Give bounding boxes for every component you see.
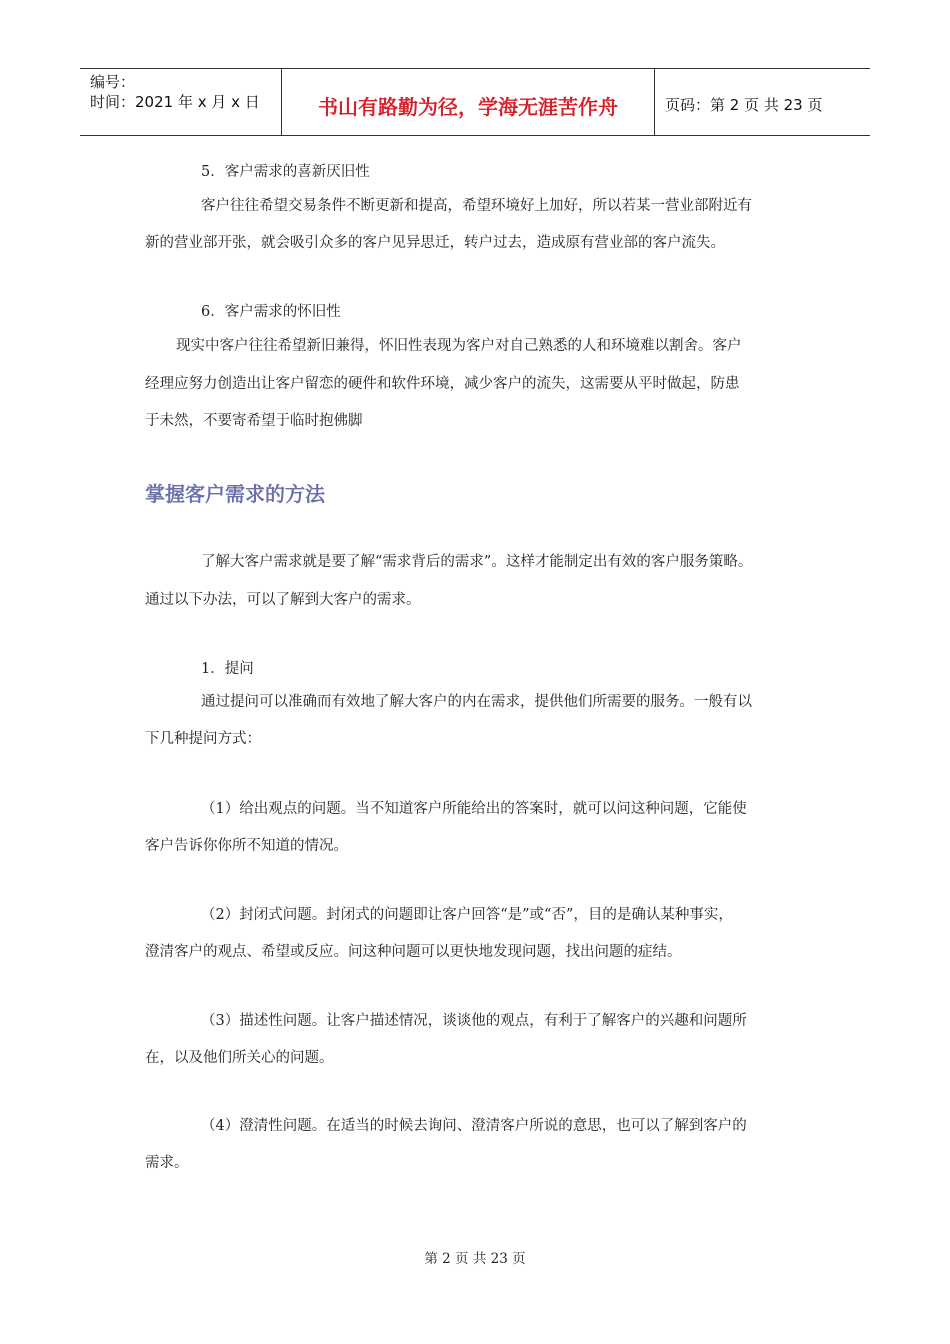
paragraph-line: 现实中客户往往希望新旧兼得，怀旧性表现为客户对自己熟悉的人和环境难以割舍。客户 bbox=[176, 338, 742, 354]
header-page-info: 页码：第 2 页 共 23 页 bbox=[665, 96, 823, 114]
section-5-title: 5．客户需求的喜新厌旧性 bbox=[201, 164, 370, 180]
section-heading: 掌握客户需求的方法 bbox=[145, 482, 325, 506]
document-header bbox=[80, 68, 870, 136]
paragraph-line: 通过以下办法，可以了解到大客户的需求。 bbox=[145, 592, 421, 608]
section-6-title: 6．客户需求的怀旧性 bbox=[201, 304, 341, 320]
header-page-cell bbox=[655, 69, 870, 135]
document-date-label: 时间：2021 年 x 月 x 日 bbox=[90, 93, 260, 111]
paragraph-line: 通过提问可以准确而有效地了解大客户的内在需求，提供他们所需要的服务。一般有以 bbox=[201, 694, 752, 710]
page-footer: 第 2 页 共 23 页 bbox=[424, 1251, 526, 1267]
paragraph-line: 客户告诉你你所不知道的情况。 bbox=[145, 838, 348, 854]
paragraph-line: 在，以及他们所关心的问题。 bbox=[145, 1050, 334, 1066]
question-type-2: （2）封闭式问题。封闭式的问题即让客户回答“是”或“否”，目的是确认某种事实， bbox=[201, 907, 733, 923]
question-type-4: （4）澄清性问题。在适当的时候去询问、澄清客户所说的意思，也可以了解到客户的 bbox=[201, 1118, 747, 1134]
paragraph-line: 新的营业部开张，就会吸引众多的客户见异思迁，转户过去，造成原有营业部的客户流失。 bbox=[145, 235, 725, 251]
paragraph-line: 需求。 bbox=[145, 1155, 189, 1171]
method-1-title: 1．提问 bbox=[201, 661, 254, 677]
paragraph-line: 了解大客户需求就是要了解“需求背后的需求”。这样才能制定出有效的客户服务策略。 bbox=[201, 554, 753, 570]
header-meta-cell bbox=[80, 69, 282, 135]
paragraph-line: 下几种提问方式： bbox=[145, 731, 261, 747]
paragraph-line: 澄清客户的观点、希望或反应。问这种问题可以更快地发现问题，找出问题的症结。 bbox=[145, 944, 682, 960]
header-motto: 书山有路勤为径，学海无涯苦作舟 bbox=[318, 95, 618, 119]
document-number-label: 编号： bbox=[90, 73, 136, 91]
paragraph-line: 于未然，不要寄希望于临时抱佛脚 bbox=[145, 413, 363, 429]
paragraph-line: 客户往往希望交易条件不断更新和提高，希望环境好上加好，所以若某一营业部附近有 bbox=[201, 198, 752, 214]
paragraph-line: 经理应努力创造出让客户留恋的硬件和软件环境，减少客户的流失，这需要从平时做起，防患 bbox=[145, 376, 740, 392]
question-type-3: （3）描述性问题。让客户描述情况，谈谈他的观点，有利于了解客户的兴趣和问题所 bbox=[201, 1013, 747, 1029]
question-type-1: （1）给出观点的问题。当不知道客户所能给出的答案时，就可以问这种问题，它能使 bbox=[201, 801, 747, 817]
header-motto-cell bbox=[282, 69, 655, 135]
